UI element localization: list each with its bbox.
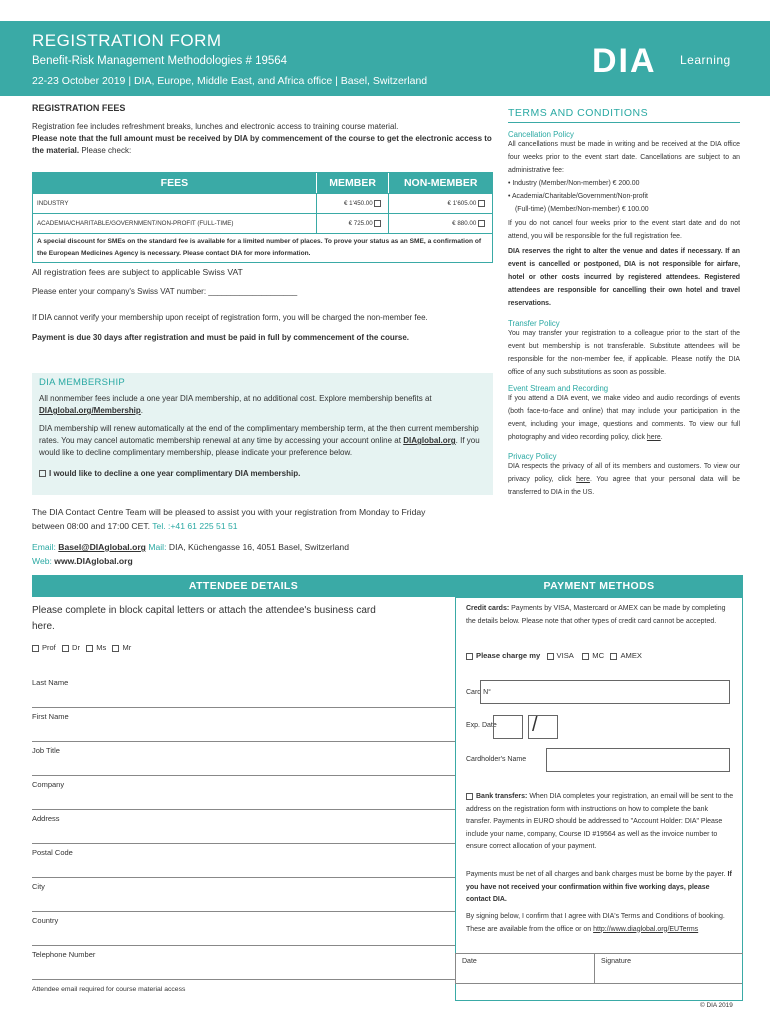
terms-section: Cancellation Policy All cancellations must be made in writing and be received at the DIA office four weeks prior to the event start date. Cancellations are subject to an administrative fee: • Industry (Member/Non-member) € 200.00 • Academia/Charitable/Government/Non-profit (Full-time) (Member/Non-member) € 100.00 If you do not cancel four weeks prior to the event start date and do not attend, you will be responsible for the full registration fee. DIA reserves the right to alter the venue and dates if necessary. If an event is cancelled or postponed, DIA is not responsible for airfare, hotel or other costs incurred by registered attendees. Registered attendees are responsible for cancelling their own hotel and travel reservations. Transfer Policy You may transfer your registration to a colleague prior to the start of the event but membership is not transferable. Substitute attendees will be responsible for the non-member fee, if applicable. Please notify the DIA office of any such substitutions as soon as possible. Event Stream and Recording If you attend a DIA event, we make video and audio recordings of events (both face-to-face and online) that may include your participation in the event, including your image, questions and comments. To view our full photography and video recording policy, click here. Privacy Policy DIA respects the privacy of all of its members and customers. To view our privacy policy, click here. You agree that your personal data will be transferred to DIA in the US.	[508, 130, 740, 496]
cancellation-heading: Cancellation Policy	[508, 130, 574, 139]
contact-line1: The DIA Contact Centre Team will be pleased to assist you with your registration from Monday to Friday	[32, 507, 426, 517]
contact-address: DIA, Küchengasse 16, 4051 Basel, Switzerland	[168, 542, 349, 552]
fee-row-industry	[33, 193, 492, 213]
fee-row-academia	[33, 213, 492, 233]
logo-learning: Learning	[680, 53, 731, 67]
card-type-options	[466, 650, 734, 663]
amex-checkbox[interactable]: AMEX	[610, 651, 642, 660]
contact-email-link[interactable]: Basel@DIAglobal.org	[58, 542, 146, 552]
cardholder-label: Cardholder's Name	[466, 756, 527, 763]
privacy-heading: Privacy Policy	[508, 452, 557, 462]
vat-line: All registration fees are subject to applicable Swiss VAT	[32, 267, 243, 277]
dia-account-link[interactable]: DIAglobal.org	[403, 436, 456, 445]
title-options	[32, 643, 131, 652]
membership-p2: DIA membership will renew automatically at the end of the complimentary membership term, at the then current membership rates. You may cancel automatic membership renewal at any time by accessing your account online at	[39, 424, 479, 445]
sme-note: A special discount for SMEs on the standard fee is available for a limited number of places. To prove your status as an SME, a confirmation of the European Medicines Agency is necessary. Please contact DIA for more information.	[33, 233, 492, 262]
course-title: Benefit-Risk Management Methodologies # 19564	[32, 55, 288, 67]
visa-checkbox[interactable]: VISA	[547, 651, 574, 660]
terms-heading: TERMS AND CONDITIONS	[508, 107, 649, 119]
please-check: Please check:	[81, 146, 132, 155]
logo-dia: DIA	[592, 42, 657, 80]
fees-intro: Registration fee includes refreshment breaks, lunches and electronic access to training course material.	[32, 122, 399, 131]
transfer-heading: Transfer Policy	[508, 318, 560, 328]
cancellation-text-2: If you do not cancel four weeks prior to the event start date and do not attend, you will be responsible for the full registration fee.	[508, 220, 740, 241]
card-number-label: Card N°	[466, 689, 491, 696]
country-field[interactable]: Country	[32, 912, 455, 946]
transfer-text: You may transfer your registration to a colleague prior to the start of the event but membership is not transferable. Substitute attendees will be responsible for the non-member fee, if applicable. Please notify the DIA office of any such substitutions as soon as possible.	[508, 329, 740, 376]
title-mr-checkbox[interactable]: Mr	[112, 643, 131, 652]
postal-code-field[interactable]: Postal Code	[32, 844, 455, 878]
card-number-input[interactable]	[480, 680, 730, 704]
nonmember-col-header: NON-MEMBER	[388, 173, 492, 193]
credit-cards-text: Payments by VISA, Mastercard or AMEX can be made by completing the details below. Please note that other types of credit card cannot be accepted.	[466, 605, 726, 625]
verify-note: If DIA cannot verify your membership upon receipt of registration form, you will be charged the non-member fee.	[32, 313, 428, 322]
title-ms-checkbox[interactable]: Ms	[86, 643, 106, 652]
job-title-field[interactable]: Job Title	[32, 742, 455, 776]
fee-row-label: INDUSTRY	[37, 200, 69, 207]
cardholder-input[interactable]	[546, 748, 730, 772]
cancellation-bullet-2: • Academia/Charitable/Government/Non-profit	[508, 192, 648, 200]
cancellation-bold: DIA reserves the right to alter the venue and dates if necessary. If an event is cancelled or postponed, DIA is not responsible for airfare, hotel or other costs incurred by registered attendees. Registered attendees are responsible for cancelling their own hotel and travel reservations.	[508, 248, 740, 307]
cancellation-bullet-1: • Industry (Member/Non-member) € 200.00	[508, 179, 640, 187]
form-title: REGISTRATION FORM	[32, 31, 222, 50]
fee-member-checkbox[interactable]: € 725.00	[316, 214, 389, 233]
charge-my-checkbox[interactable]: Please charge my	[466, 651, 540, 660]
payment-methods-heading: PAYMENT METHODS	[455, 575, 743, 597]
copyright: © DIA 2019	[700, 1002, 733, 1009]
exp-date-slash: /	[532, 714, 538, 736]
membership-p1: All nonmember fees include a one year DIA membership, at no additional cost. Explore membership benefits at	[39, 394, 432, 403]
bank-transfer-label: Bank transfers:	[476, 793, 528, 800]
vat-number-field[interactable]: Please enter your company's Swiss VAT number: ____________________	[32, 287, 298, 296]
privacy-policy-link[interactable]: here	[576, 475, 590, 483]
date-field[interactable]: Date	[455, 954, 595, 984]
mc-checkbox[interactable]: MC	[582, 651, 604, 660]
confirmation-note: If you have not received your confirmation within five working days, please contact DIA.	[466, 871, 732, 903]
exp-month-input[interactable]	[493, 715, 523, 739]
course-dates: 22-23 October 2019 | DIA, Europe, Middle East, and Africa office | Basel, Switzerland	[32, 75, 428, 87]
fee-member-checkbox[interactable]: € 1'450.00	[316, 194, 389, 213]
decline-membership-checkbox[interactable]: I would like to decline a one year complimentary DIA membership.	[39, 468, 486, 480]
privacy-text: DIA respects the privacy of all of its members and customers. To view our privacy policy, click	[508, 463, 740, 483]
recording-policy-link[interactable]: here	[646, 434, 661, 442]
cancellation-text: All cancellations must be made in writing and be received at the DIA office four weeks prior to the event start date. Cancellations are subject to an administrative fee:	[508, 141, 740, 174]
telephone-field[interactable]: Telephone Number	[32, 946, 455, 980]
company-field[interactable]: Company	[32, 776, 455, 810]
net-charges-text: Payments must be net of all charges and bank charges must be borne by the payer.	[466, 871, 726, 878]
fee-row-label: ACADEMIA/CHARITABLE/GOVERNMENT/NON-PROFIT (FULL-TIME)	[37, 220, 234, 227]
credit-cards-label: Credit cards:	[466, 605, 510, 612]
fees-table	[32, 172, 493, 263]
contact-web[interactable]: www.DIAglobal.org	[54, 556, 133, 566]
stream-text: If you attend a DIA event, we make video and audio recordings of events (both face-to-face and online) that may include your participation in the event, including your image, questions and comments. To view our full photography and video recording policy, click	[508, 395, 740, 442]
title-dr-checkbox[interactable]: Dr	[62, 643, 80, 652]
bank-transfer-checkbox[interactable]	[466, 793, 473, 800]
contact-line2: between 08:00 and 17:00 CET.	[32, 521, 151, 531]
attendee-details-form	[32, 597, 455, 1001]
registration-fees-heading: REGISTRATION FEES	[32, 103, 126, 113]
registration-fees-section	[32, 103, 492, 157]
membership-heading: DIA MEMBERSHIP	[39, 377, 126, 388]
privacy-tail: . You agree that your personal data will be transferred to DIA in the US.	[508, 475, 740, 496]
fee-nonmember-checkbox[interactable]: € 1'605.00	[388, 194, 492, 213]
fees-col-header: FEES	[160, 177, 189, 189]
cancellation-bullet-3: (Full-time) (Member/Non-member) € 100.00	[515, 205, 649, 213]
signing-text: By signing below, I confirm that I agree with DIA's Terms and Conditions of booking. These are available from the office or on	[466, 913, 725, 933]
eu-terms-link[interactable]: http://www.diaglobal.org/EUTerms	[593, 925, 699, 933]
exp-date-label: Exp. Date	[466, 722, 497, 729]
stream-heading: Event Stream and Recording	[508, 384, 609, 394]
bank-transfer-text: When DIA completes your registration, an email will be sent to the address on the registration form with instructions on how to complete the bank transfer. Payments in EURO should be addressed to "Account Holder: DIA" Please include your name, company, Course ID #19564 as well as the invoice number to ensure correct allocation of your payment.	[466, 793, 734, 850]
member-col-header: MEMBER	[316, 173, 389, 193]
contact-tel[interactable]: +41 61 225 51 51	[170, 521, 238, 531]
exp-year-input[interactable]	[528, 715, 558, 739]
fees-bold-note: Please note that the full amount must be received by DIA by commencement of the course to get the electronic access to the material.	[32, 134, 492, 155]
address-field[interactable]: Address	[32, 810, 455, 844]
attendee-intro: Please complete in block capital letters or attach the attendee's business card here.	[32, 605, 376, 632]
attendee-email-note: Attendee email required for course material access	[32, 986, 186, 993]
contact-section: The DIA Contact Centre Team will be pleased to assist you with your registration from Monday to Friday between 08:00 and 17:00 CET. Tel. :+41 61 225 51 51 Email: Basel@DIAglobal.org Mail: DIA, Küchengasse 16, 4051 Basel, Switzerland Web: www.DIAglobal.org	[32, 505, 492, 568]
first-name-field[interactable]: First Name	[32, 708, 455, 742]
header-banner	[0, 21, 770, 96]
terms-divider	[508, 122, 740, 123]
fees-table-header	[33, 173, 492, 193]
membership-box: DIA MEMBERSHIP All nonmember fees include a one year DIA membership, at no additional cost. Explore membership benefits at DIAglobal.org/Membership. DIA membership will renew automatically at the end of the complimentary membership term, at the then current membership rates. You may cancel automatic membership renewal at any time by accessing your account online at DIAglobal.org. If you would like to decline complimentary membership, please indicate your preference below. I would like to decline a one year complimentary DIA membership.	[32, 373, 493, 495]
last-name-field[interactable]: Last Name	[32, 674, 455, 708]
title-prof-checkbox[interactable]: Prof	[32, 643, 56, 652]
membership-p2-tail: . If you would like to decline complimentary membership, please indicate your preference below.	[39, 436, 480, 457]
payment-due: Payment is due 30 days after registration and must be paid in full by commencement of the course.	[32, 333, 409, 342]
city-field[interactable]: City	[32, 878, 455, 912]
membership-link[interactable]: DIAglobal.org/Membership	[39, 406, 141, 415]
fee-nonmember-checkbox[interactable]: € 880.00	[388, 214, 492, 233]
payment-methods-box	[455, 597, 743, 1001]
signature-field[interactable]: Signature	[595, 954, 742, 984]
attendee-details-heading: ATTENDEE DETAILS	[32, 575, 455, 597]
dia-learning-logo	[592, 43, 742, 79]
